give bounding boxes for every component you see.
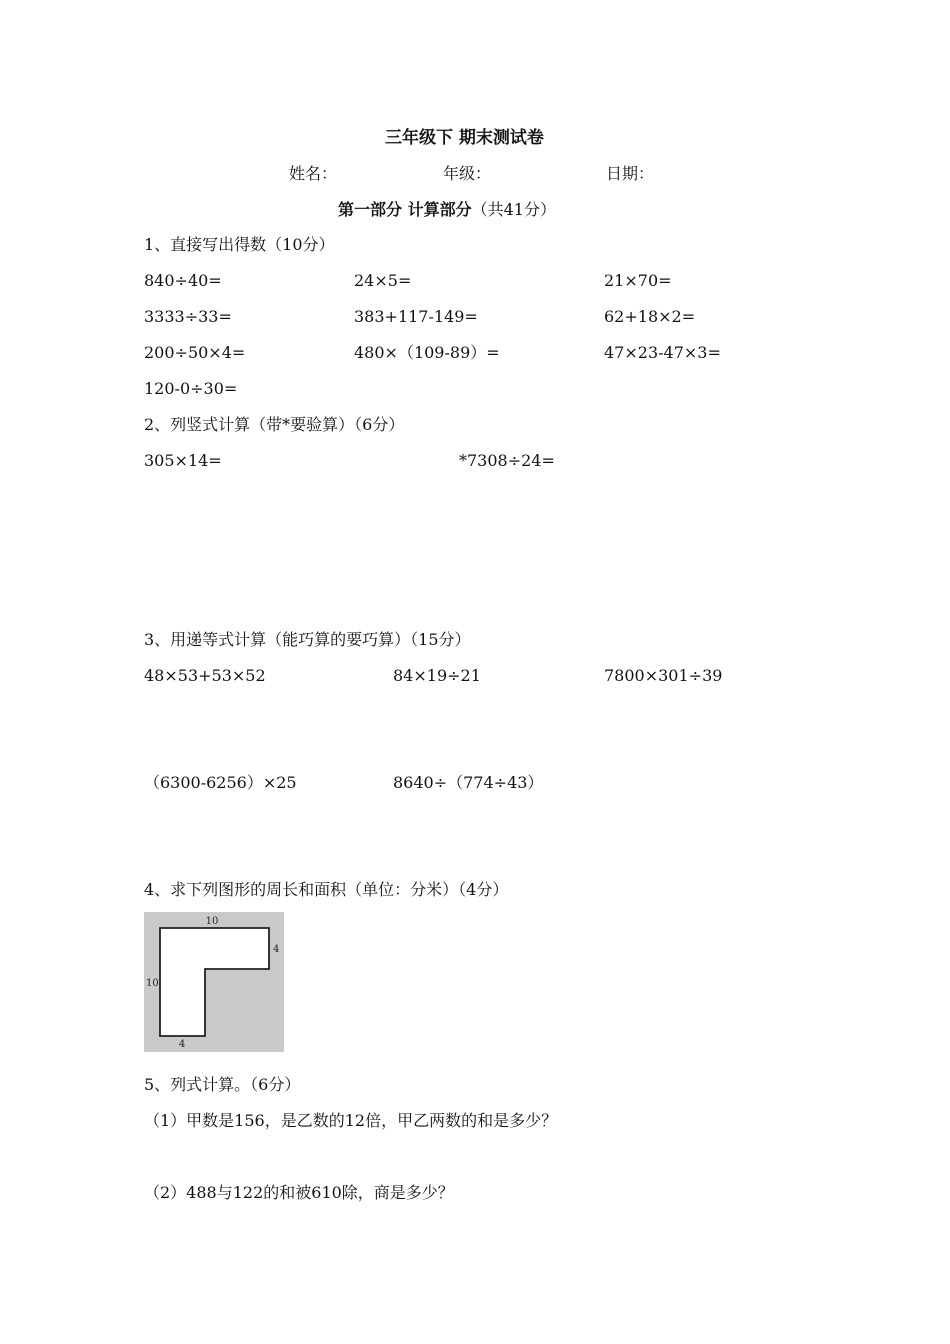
q5-title: 5、列式计算。（6分） bbox=[144, 1075, 301, 1094]
q1-item: 840÷40= bbox=[144, 271, 222, 290]
label-left: 10 bbox=[146, 978, 159, 989]
l-shape-figure bbox=[144, 912, 284, 1052]
page-title: 三年级下 期末测试卷 bbox=[385, 128, 544, 148]
q3-item: 8640÷（774÷43） bbox=[393, 773, 544, 792]
part1-heading bbox=[338, 200, 556, 220]
label-top: 10 bbox=[205, 916, 219, 927]
q1-item: 24×5= bbox=[354, 271, 412, 290]
q1-title: 1、直接写出得数（10分） bbox=[144, 235, 335, 254]
q1-item: 383+117-149= bbox=[354, 307, 478, 326]
q1-item: 480×（109-89）= bbox=[354, 343, 500, 362]
l-shape-diagram bbox=[144, 912, 284, 1052]
q3-item: （6300-6256）×25 bbox=[144, 773, 297, 792]
q2-item: 305×14= bbox=[144, 451, 222, 470]
q1-item: 120-0÷30= bbox=[144, 379, 238, 398]
q5-item: （2）488与122的和被610除，商是多少？ bbox=[144, 1183, 454, 1202]
q1-item: 21×70= bbox=[604, 271, 672, 290]
q3-item: 7800×301÷39 bbox=[604, 666, 723, 685]
q4-title: 4、求下列图形的周长和面积（单位：分米）（4分） bbox=[144, 880, 509, 899]
label-bottom: 4 bbox=[178, 1039, 186, 1050]
q5-item: （1）甲数是156，是乙数的12倍，甲乙两数的和是多少？ bbox=[144, 1111, 558, 1130]
q3-item: 48×53+53×52 bbox=[144, 666, 266, 685]
q2-item: *7308÷24= bbox=[459, 451, 555, 470]
name-label: 姓名： bbox=[289, 164, 338, 183]
q3-title: 3、用递等式计算（能巧算的要巧算）（15分） bbox=[144, 630, 471, 649]
q2-title: 2、列竖式计算（带*要验算）（6分） bbox=[144, 415, 405, 434]
label-right: 4 bbox=[273, 944, 280, 955]
part1-heading-points: （共41分） bbox=[471, 200, 556, 219]
q1-item: 47×23-47×3= bbox=[604, 343, 721, 362]
date-label: 日期： bbox=[606, 164, 655, 183]
q3-item: 84×19÷21 bbox=[393, 666, 481, 685]
q1-item: 3333÷33= bbox=[144, 307, 232, 326]
q1-item: 200÷50×4= bbox=[144, 343, 246, 362]
part1-heading-bold: 第一部分 计算部分 bbox=[338, 200, 472, 219]
grade-label: 年级： bbox=[443, 164, 492, 183]
l-shape-outline bbox=[160, 928, 269, 1036]
q1-item: 62+18×2= bbox=[604, 307, 696, 326]
